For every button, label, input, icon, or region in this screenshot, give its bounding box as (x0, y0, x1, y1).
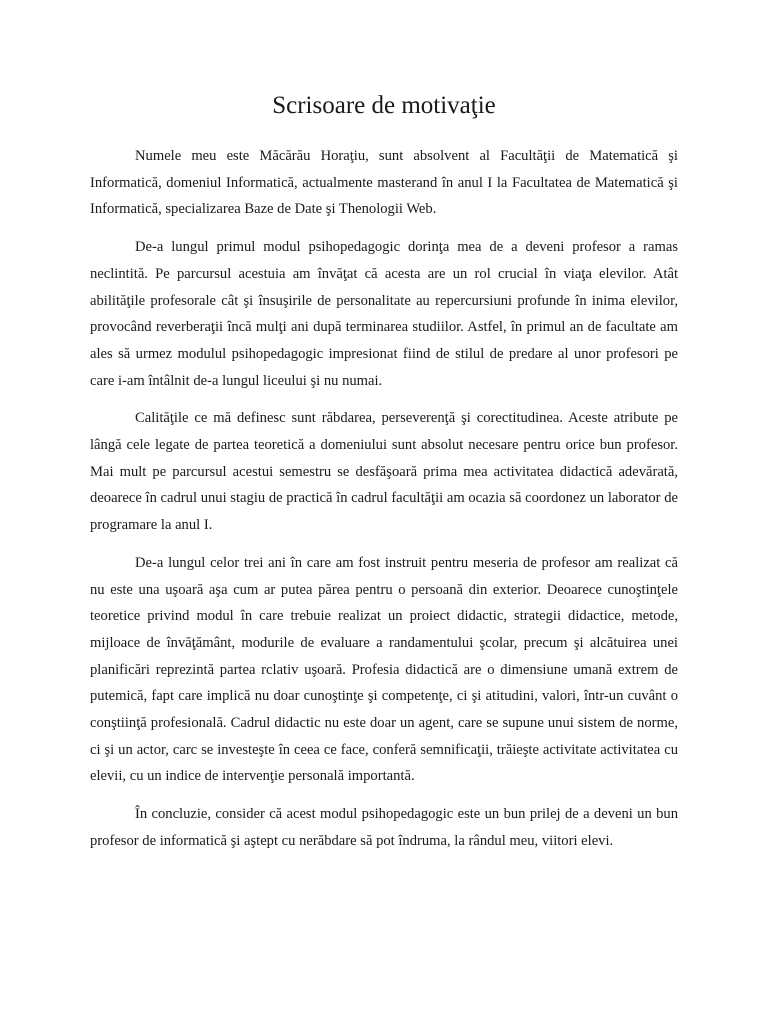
paragraph-4: De-a lungul celor trei ani în care am fost instruit pentru meseria de profesor am realizat că nu este una uşoară aşa cum ar putea părea pentru o persoană din exterior. Deoarece cunoştinţele teoretice privind modul în care trebuie realizat un proiect didactic, strategii didactice, metode, mijloace de învăţământ, modurile de evaluare a randamentului şcolar, precum şi alcătuirea unei planificări reprezintă partea rclativ uşoară. Profesia didactică are o dimensiune umană extrem de putemică, fapt care implică nu doar cunoştinţe şi competenţe, ci şi atitudini, valori, într-un cuvânt o conştiinţă profesională. Cadrul didactic nu este doar un agent, care se supune unui sistem de norme, ci şi un actor, carc se investeşte în ceea ce face, conferă semnificaţii, trăieşte activitate activitatea cu elevii, cu un indice de intervenţie personală importantă. (90, 554, 678, 785)
document-body (90, 143, 678, 866)
paragraph-1: Numele meu este Măcărău Horaţiu, sunt absolvent al Facultăţii de Matematică şi Informatică, domeniul Informatică, actualmente masterand în anul I la Facultatea de Matematică şi Informatică, specializarea Baze de Date şi Thenologii Web. (90, 148, 678, 218)
document-title: Scrisoare de motivaţie (272, 92, 496, 119)
paragraph-2: De-a lungul primul modul psihopedagogic dorinţa mea de a deveni profesor a ramas neclintită. Pe parcursul acestuia am învăţat că acesta are un rol crucial în viaţa elevilor. Atât abilităţile profesorale cât şi însuşirile de personalitate au repercursiuni profunde în inima elevilor, provocând reverberaţii încă mulţi ani după terminarea studiilor. Astfel, în primul an de facultate am ales să urmez modulul psihopedagogic impresionat fiind de stilul de predare al unor profesori pe care i-am întâlnit de-a lungul liceului şi nu numai. (90, 239, 678, 389)
paragraph-3: Calităţile ce mă definesc sunt răbdarea, perseverenţă şi corectitudinea. Aceste atribute pe lângă cele legate de partea teoretică a domeniului sunt absolut necesare pentru orice bun profesor. Mai mult pe parcursul acestui semestru se desfăşoară prima mea activitatea didactică adevărată, deoarece în cadrul unui stagiu de practică în cadrul facultăţii am ocazia să coordonez un laborator de programare la anul I. (90, 410, 678, 534)
paragraph-5: În concluzie, consider că acest modul psihopedagogic este un bun prilej de a deveni un bun profesor de informatică şi aştept cu nerăbdare să pot îndruma, la rândul meu, viitori elevi. (90, 806, 678, 849)
